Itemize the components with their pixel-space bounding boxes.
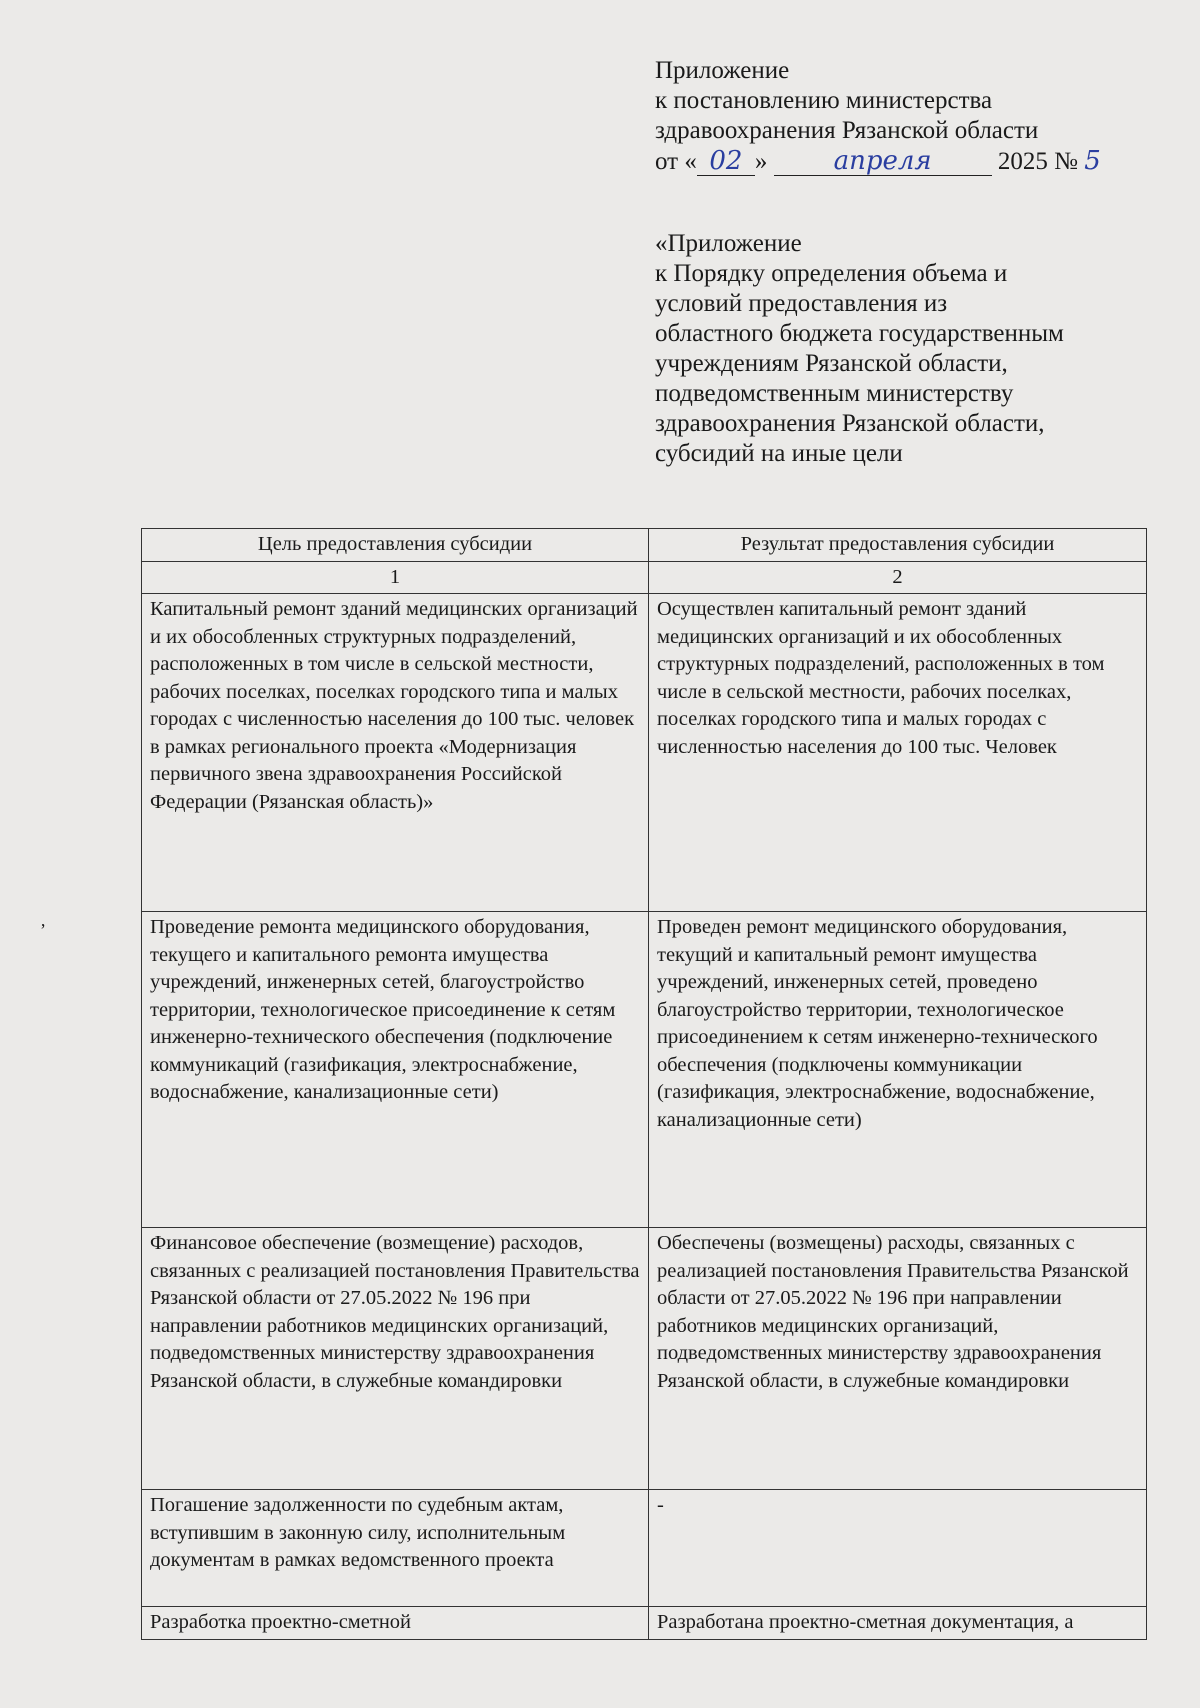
handwritten-day: 02 [709,146,743,176]
annex-line: субсидий на иные цели [655,440,903,467]
handwritten-doc-number: 5 [1084,146,1101,176]
decree-date-line [655,146,1175,177]
annex-line: условий предоставления из [655,290,948,317]
table-row [142,594,1147,912]
date-prefix: от « [655,148,697,175]
header-line: здравоохранения Рязанской области [655,117,1039,144]
date-day-field [697,148,755,176]
goal-cell: Разработка проектно-сметной [142,1607,649,1640]
column-number-2: 2 [649,561,1147,594]
date-mid: » [754,148,768,175]
header-line: к постановлению министерства [655,87,993,114]
table-row [142,912,1147,1228]
table-number-row [142,561,1147,594]
table-row [142,1228,1147,1490]
date-month-field [774,148,992,176]
annex-line: здравоохранения Рязанской области, [655,410,1045,437]
table-row [142,1490,1147,1607]
annex-title [655,229,1175,469]
column-number-1: 1 [142,561,649,594]
goal-cell: Капитальный ремонт зданий медицинских организаций и их обособленных структурных подразделений, расположенных в том числе в сельской местности, рабочих поселках, поселках городского типа и малых городах с численностью населения до 100 тыс. человек в рамках регионального проекта «Модернизация первичного звена здравоохранения Российской Федерации (Рязанская область)» [142,594,649,912]
annex-line: «Приложение [655,230,802,257]
goal-cell: Финансовое обеспечение (возмещение) расходов, связанных с реализацией постановления Правительства Рязанской области от 27.05.2022 № 196 при направлении работников медицинских организаций, подведомственных министерству здравоохранения Рязанской области, в служебные командировки [142,1228,649,1490]
goal-cell: Проведение ремонта медицинского оборудования, текущего и капитального ремонта имущества учреждений, инженерных сетей, благоустройство территории, технологическое присоединение к сетям инженерно-технического обеспечения (подключение коммуникаций (газификация, электроснабжение, водоснабжение, канализационные сети) [142,912,649,1228]
header-line: Приложение [655,57,790,84]
decree-header [655,56,1175,177]
stray-mark: ’ [40,920,46,940]
result-cell: - [649,1490,1147,1607]
date-year: 2025 № [997,148,1078,175]
handwritten-month: апреля [833,146,932,176]
column-header-result: Результат предоставления субсидии [649,529,1147,562]
result-cell: Проведен ремонт медицинского оборудования, текущий и капитальный ремонт имущества учреждений, инженерных сетей, проведено благоустройство территории, технологическое присоединением к сетям инженерно-технического обеспечения (подключены коммуникации (газификация, электроснабжение, водоснабжение, канализационные сети) [649,912,1147,1228]
column-header-goal: Цель предоставления субсидии [142,529,649,562]
goal-cell: Погашение задолженности по судебным актам, вступившим в законную силу, исполнительным документам в рамках ведомственного проекта [142,1490,649,1607]
result-cell: Разработана проектно-сметная документация, а [649,1607,1147,1640]
table-row [142,1607,1147,1640]
result-cell: Обеспечены (возмещены) расходы, связанных с реализацией постановления Правительства Рязанской области от 27.05.2022 № 196 при направлении работников медицинских организаций, подведомственных министерству здравоохранения Рязанской области, в служебные командировки [649,1228,1147,1490]
annex-line: областного бюджета государственным [655,320,1064,347]
subsidy-table [141,528,1147,1640]
table-header-row [142,529,1147,562]
annex-line: учреждениям Рязанской области, [655,350,1008,377]
result-cell: Осуществлен капитальный ремонт зданий медицинских организаций и их обособленных структурных подразделений, расположенных в том числе в сельской местности, рабочих поселках, поселках городского типа и малых городах с численностью населения до 100 тыс. Человек [649,594,1147,912]
annex-line: к Порядку определения объема и [655,260,1008,287]
annex-line: подведомственным министерству [655,380,1014,407]
